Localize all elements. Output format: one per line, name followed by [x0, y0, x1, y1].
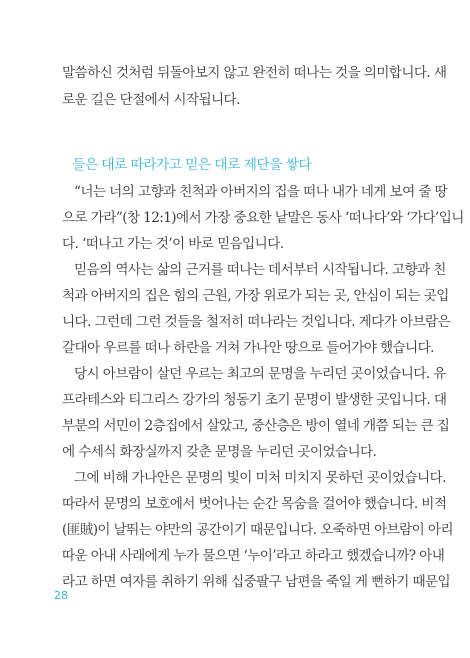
- body-line-14: (匪賊)이 날뛰는 야만의 공간이기 때문입니다. 오죽하면 아브람이 아리: [62, 522, 453, 538]
- page-number: 28: [54, 589, 68, 602]
- body-line-13: 따라서 문명의 보호에서 벗어나는 순간 목숨을 걸어야 했습니다. 비적: [62, 496, 447, 512]
- body-line-7: 갈대아 우르를 떠나 하란을 거쳐 가나안 땅으로 들어가야 했습니다.: [62, 340, 434, 356]
- intro-line-1: 말씀하신 것처럼 뒤돌아보지 않고 완전히 떠나는 것을 의미합니다. 새: [62, 65, 447, 81]
- body-line-1: “너는 너의 고향과 친척과 아버지의 집을 떠나 내가 네게 보여 줄 땅: [74, 184, 448, 200]
- body-line-11: 에 수세식 화장실까지 갖춘 문명을 누리던 곳이었습니다.: [62, 444, 377, 460]
- body-line-16: 라고 하면 여자를 취하기 위해 십중팔구 남편을 죽일 게 뻔하기 때문입: [62, 574, 451, 590]
- body-line-15: 따운 아내 사래에게 누가 물으면 ‘누이’라고 하라고 했겠습니까? 아내: [62, 548, 445, 564]
- body-line-4: 믿음의 역사는 삶의 근거를 떠나는 데서부터 시작됩니다. 고향과 친: [74, 262, 446, 278]
- body-line-9: 프라테스와 티그리스 강가의 청동기 초기 문명이 발생한 곳입니다. 대: [62, 392, 447, 408]
- body-line-12: 그에 비해 가나안은 문명의 빛이 미처 미치지 못하던 곳이었습니다.: [74, 470, 446, 486]
- intro-line-2: 로운 길은 단절에서 시작됩니다.: [62, 92, 240, 108]
- body-line-2: 으로 가라”(창 12:1)에서 가장 중요한 낱말은 동사 ‘떠나다’와 ‘가다’입니: [62, 210, 464, 226]
- body-line-6: 니다. 그런데 그런 것들을 철저히 떠나라는 것입니다. 게다가 아브람은: [62, 314, 451, 330]
- section-heading: 들은 대로 따라가고 믿은 대로 제단을 쌓다: [72, 157, 312, 173]
- body-line-5: 척과 아버지의 집은 힘의 근원, 가장 위로가 되는 곳, 안심이 되는 곳입: [62, 288, 449, 304]
- body-line-8: 당시 아브람이 살던 우르는 최고의 문명을 누리던 곳이었습니다. 유: [74, 366, 446, 382]
- body-line-3: 다. ‘떠나고 가는 것’이 바로 믿음입니다.: [62, 236, 284, 252]
- body-line-10: 부분의 서민이 2층집에서 살았고, 중산층은 방이 열네 개쯤 되는 큰 집: [62, 418, 450, 434]
